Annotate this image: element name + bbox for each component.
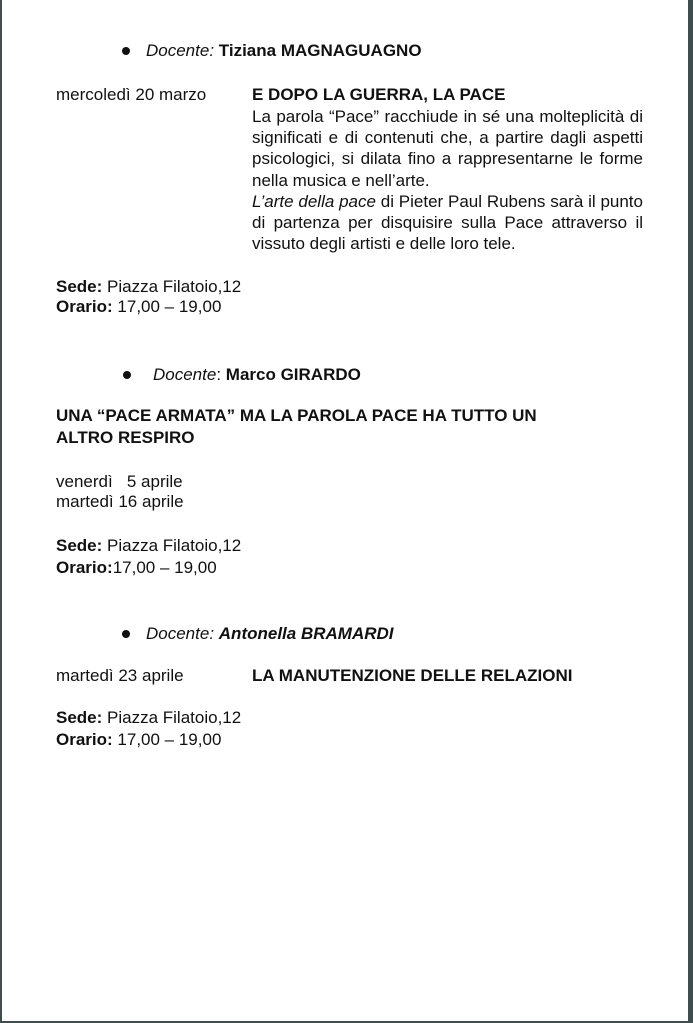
event-description: [252, 106, 643, 254]
docente-separator: :: [216, 365, 226, 384]
event-title: E DOPO LA GUERRA, LA PACE: [252, 85, 506, 104]
event-date: mercoledì 20 marzo: [56, 85, 207, 104]
bullet-2: [123, 371, 131, 379]
bullet-1: [122, 47, 130, 55]
orario-value: 17,00 – 19,00: [112, 297, 222, 316]
sede-line: [56, 708, 241, 728]
docente-label: Docente:: [146, 624, 215, 643]
document-page: [2, 0, 688, 1021]
event-date-1: venerdì 5 aprile: [56, 472, 183, 491]
sede-label: Sede:: [56, 536, 103, 555]
docente-label: Docente: [153, 365, 217, 384]
orario-value: 17,00 – 19,00: [112, 558, 217, 577]
orario-label: Orario:: [56, 730, 113, 749]
bullet-3: [122, 630, 130, 638]
orario-line: [56, 730, 221, 750]
sede-label: Sede:: [56, 708, 103, 727]
sede-line: [56, 277, 241, 297]
sede-value: Piazza Filatoio,12: [102, 536, 242, 555]
sede-value: Piazza Filatoio,12: [102, 277, 242, 296]
orario-label: Orario:: [56, 297, 113, 316]
docente-line-1: [146, 41, 422, 61]
description-text: La parola “Pace” racchiude in sé una molteplicità di significati e di contenuti che, a partire dagli aspetti psicologici, si dilata fino a rappresentarne le forme nella musica e nell’arte.: [252, 107, 643, 190]
docente-label: Docente:: [146, 41, 215, 60]
sede-value: Piazza Filatoio,12: [102, 708, 242, 727]
description-text-2: di Pieter Paul Rubens sarà il punto di partenza per disquisire sulla Pace attraverso il vissuto degli artisti e delle loro tele.: [252, 191, 643, 254]
docente-name: Antonella BRAMARDI: [218, 624, 394, 643]
sede-label: Sede:: [56, 277, 103, 296]
artwork-title: L’arte della pace: [252, 191, 376, 211]
event-title: LA MANUTENZIONE DELLE RELAZIONI: [252, 666, 573, 685]
docente-name: Marco GIRARDO: [225, 365, 361, 384]
sede-line: [56, 536, 241, 556]
orario-line: [56, 558, 217, 578]
orario-label: Orario:: [56, 558, 113, 577]
docente-name: Tiziana MAGNAGUAGNO: [218, 41, 422, 60]
event-title-line-1: UNA “PACE ARMATA” MA LA PAROLA PACE HA TUTTO UN: [56, 406, 537, 425]
docente-line-2: [153, 365, 361, 385]
orario-value: 17,00 – 19,00: [112, 730, 222, 749]
event-date: martedì 23 aprile: [56, 666, 184, 685]
docente-line-3: [146, 624, 394, 644]
event-title-line-2: ALTRO RESPIRO: [56, 428, 195, 447]
event-date-2: martedì 16 aprile: [56, 492, 184, 511]
orario-line: [56, 297, 221, 317]
